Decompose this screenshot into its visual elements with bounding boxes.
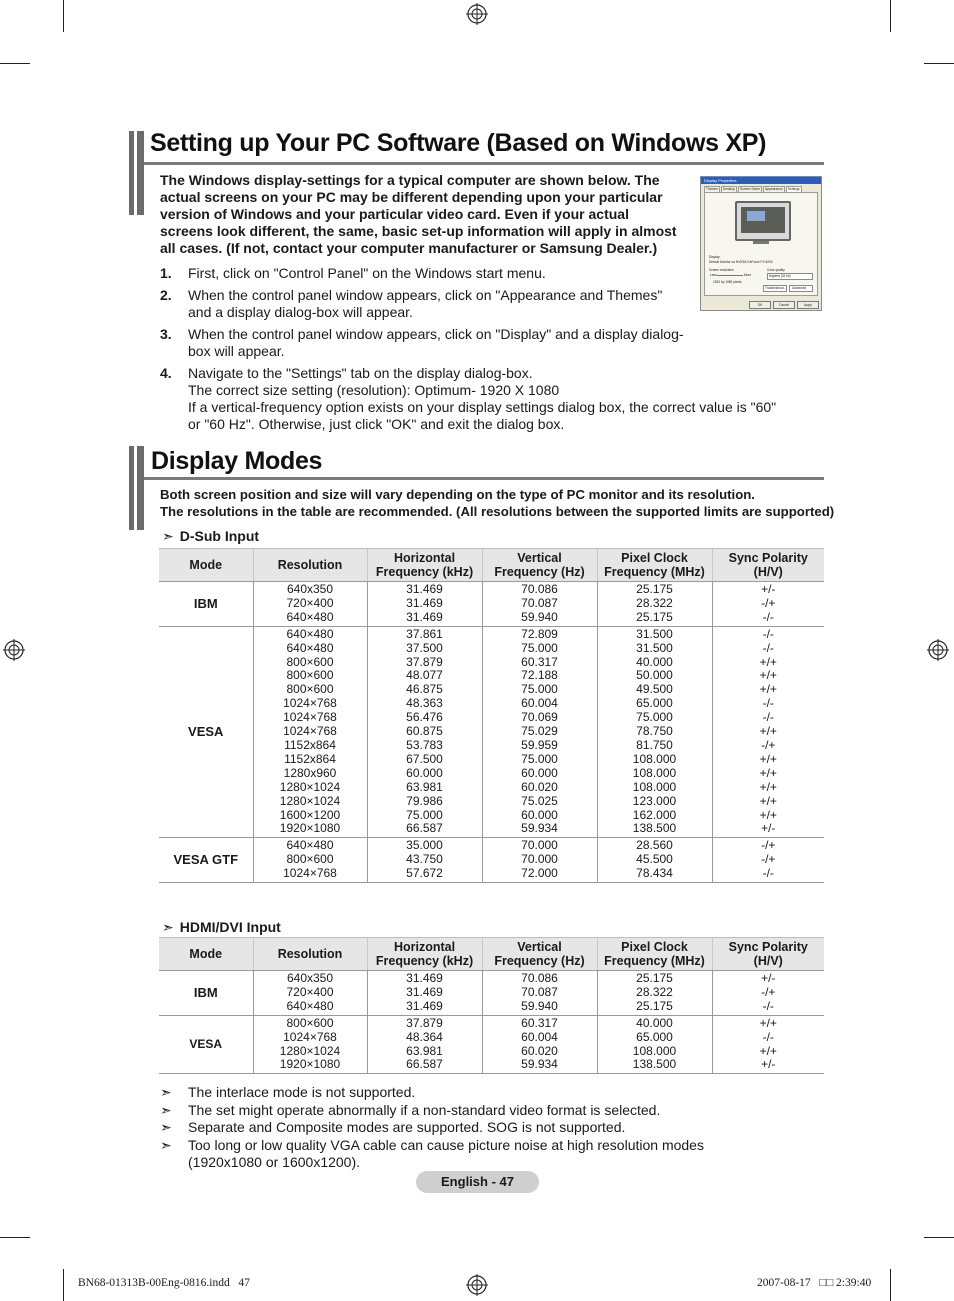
page-number-label: English - 47 bbox=[416, 1171, 539, 1193]
mode-cell: VESA GTF bbox=[159, 838, 253, 883]
arrow-icon: ➣ bbox=[162, 528, 174, 544]
sync-cell: +/+ -/- +/+ +/- bbox=[712, 1015, 824, 1074]
dialog-less: Less bbox=[710, 273, 717, 277]
header-pclock: Pixel Clock Frequency (MHz) bbox=[597, 938, 712, 971]
hfreq-cell: 37.861 37.500 37.879 48.077 46.875 48.363 56.476 60.875 53.783 67.500 60.000 63.981 79.986 75.000 66.587 bbox=[367, 626, 482, 838]
dialog-troubleshoot: Troubleshoot... bbox=[765, 286, 787, 290]
pclock-cell: 40.000 65.000 108.000 138.500 bbox=[597, 1015, 712, 1074]
note-item bbox=[160, 1137, 760, 1172]
table-row bbox=[159, 838, 824, 883]
arrow-icon: ➣ bbox=[160, 1136, 172, 1153]
dsub-modes-table bbox=[159, 548, 824, 883]
note-item bbox=[160, 1102, 760, 1120]
resolution-cell: 800×600 1024×768 1280×1024 1920×1080 bbox=[253, 1015, 367, 1074]
hfreq-cell: 31.469 31.469 31.469 bbox=[367, 971, 482, 1016]
header-sync: Sync Polarity (H/V) bbox=[712, 549, 824, 582]
pc-setup-intro: The Windows display-settings for a typical computer are shown below. The actual screens on your PC may be different depending upon your particular version of Windows and your particular video card. Even if your actual screens look different, the same, basic set-up information will apply in almost all cases. (If not, contact your computer manufacturer or Samsung Dealer.) bbox=[160, 172, 677, 256]
dsub-input-text: D-Sub Input bbox=[179, 528, 260, 544]
crop-mark bbox=[924, 63, 954, 64]
dialog-apply-button: Apply bbox=[797, 301, 819, 309]
pclock-cell: 28.560 45.500 78.434 bbox=[597, 838, 712, 883]
registration-mark-icon bbox=[927, 639, 949, 661]
notes-list bbox=[160, 1084, 760, 1172]
vfreq-cell: 70.086 70.087 59.940 bbox=[482, 971, 597, 1016]
mode-cell: VESA bbox=[159, 626, 253, 838]
hfreq-cell: 35.000 43.750 57.672 bbox=[367, 838, 482, 883]
resolution-cell: 640×480 640×480 800×600 800×600 800×600 1024×768 1024×768 1024×768 1152x864 1152x864 1280x960 1280×1024 1280×1024 1600×1200 1920×1080 bbox=[253, 626, 367, 838]
table-row bbox=[159, 626, 824, 838]
heading-rule bbox=[144, 162, 824, 165]
dialog-cancel-button: Cancel bbox=[773, 301, 795, 309]
table-header-row bbox=[159, 549, 824, 582]
footer-file-name: BN68-01313B-00Eng-0816.indd 47 bbox=[78, 1277, 250, 1289]
step-number: 2. bbox=[160, 287, 172, 303]
table-row bbox=[159, 582, 824, 627]
display-properties-screenshot bbox=[700, 176, 822, 311]
header-hfreq: Horizontal Frequency (kHz) bbox=[367, 938, 482, 971]
step-item bbox=[160, 265, 685, 282]
color-quality-select bbox=[767, 273, 813, 280]
pclock-cell: 25.175 28.322 25.175 bbox=[597, 582, 712, 627]
crop-mark bbox=[0, 63, 30, 64]
header-resolution: Resolution bbox=[253, 549, 367, 582]
header-vfreq: Vertical Frequency (Hz) bbox=[482, 938, 597, 971]
mode-cell: IBM bbox=[159, 582, 253, 627]
registration-mark-icon bbox=[3, 639, 25, 661]
resolution-cell: 640x350 720×400 640×480 bbox=[253, 971, 367, 1016]
vfreq-cell: 72.809 75.000 60.317 72.188 75.000 60.004 70.069 75.029 59.959 75.000 60.000 60.020 75.025 60.000 59.934 bbox=[482, 626, 597, 838]
dialog-tab-settings: Settings bbox=[787, 187, 800, 191]
dialog-color-value: Highest (32 bit) bbox=[769, 274, 791, 278]
step-text: First, click on "Control Panel" on the Windows start menu. bbox=[188, 265, 546, 281]
table-header-row bbox=[159, 938, 824, 971]
hdmi-input-text: HDMI/DVI Input bbox=[179, 919, 281, 935]
footer-date: 2007-08-17 □□ 2:39:40 bbox=[757, 1277, 872, 1289]
dialog-display-label: Display: bbox=[709, 255, 721, 259]
dialog-resolution-label: Screen resolution bbox=[709, 268, 734, 272]
vfreq-cell: 70.086 70.087 59.940 bbox=[482, 582, 597, 627]
vfreq-cell: 70.000 70.000 72.000 bbox=[482, 838, 597, 883]
monitor-window bbox=[747, 211, 765, 221]
troubleshoot-button bbox=[763, 285, 787, 292]
step-item bbox=[160, 287, 685, 321]
hdmi-input-label bbox=[162, 919, 281, 936]
heading-rule bbox=[144, 477, 824, 480]
table-row bbox=[159, 971, 824, 1016]
dialog-settings-panel bbox=[704, 192, 818, 296]
crop-mark bbox=[924, 1237, 954, 1238]
dialog-display-value: Default Monitor on NVIDIA GeForce FX 5200 bbox=[709, 260, 773, 264]
step-item bbox=[160, 365, 790, 433]
crop-mark bbox=[0, 1237, 30, 1238]
header-hfreq: Horizontal Frequency (kHz) bbox=[367, 549, 482, 582]
step-number: 3. bbox=[160, 326, 172, 342]
step-number: 4. bbox=[160, 365, 172, 381]
header-mode: Mode bbox=[159, 549, 253, 582]
step-item bbox=[160, 326, 685, 360]
dialog-tab: Appearance bbox=[765, 187, 783, 191]
header-mode: Mode bbox=[159, 938, 253, 971]
note-text: Separate and Composite modes are supported. SOG is not supported. bbox=[188, 1119, 626, 1136]
heading-bar bbox=[137, 131, 144, 215]
display-modes-intro-line: The resolutions in the table are recommended. (All resolutions between the supported limits are supported) bbox=[160, 504, 835, 519]
header-resolution: Resolution bbox=[253, 938, 367, 971]
step-text: When the control panel window appears, click on "Appearance and Themes" and a display dialog-box will appear. bbox=[188, 287, 663, 320]
crop-mark bbox=[890, 1269, 891, 1301]
resolution-cell: 640x350 720×400 640×480 bbox=[253, 582, 367, 627]
section-title-pc-setup: Setting up Your PC Software (Based on Windows XP) bbox=[150, 129, 767, 157]
vfreq-cell: 60.317 60.004 60.020 59.934 bbox=[482, 1015, 597, 1074]
display-modes-intro bbox=[160, 486, 840, 520]
monitor-icon bbox=[735, 201, 791, 241]
arrow-icon: ➣ bbox=[160, 1119, 172, 1136]
note-text: The interlace mode is not supported. bbox=[188, 1084, 416, 1100]
header-pclock: Pixel Clock Frequency (MHz) bbox=[597, 549, 712, 582]
heading-bar bbox=[137, 446, 144, 530]
heading-bar bbox=[129, 446, 134, 530]
dialog-color-label: Color quality bbox=[767, 268, 785, 272]
dialog-advanced: Advanced bbox=[792, 286, 807, 290]
advanced-button bbox=[789, 285, 813, 292]
dialog-ok-button: OK bbox=[749, 301, 771, 309]
sync-cell: -/- -/- +/+ +/+ +/+ -/- -/- +/+ -/+ +/+ +/+ +/+ +/+ +/+ +/- bbox=[712, 626, 824, 838]
display-modes-intro-line: Both screen position and size will vary depending on the type of PC monitor and its resolution. bbox=[160, 487, 755, 502]
step-text: Navigate to the "Settings" tab on the display dialog-box. The correct size setting (resolution): Optimum- 1920 X 1080 If a vertical-frequency option exists on your display settings dialog box, the correct value is "60" or "60 Hz". Otherwise, just click "OK" and exit the dialog box. bbox=[188, 365, 777, 432]
note-item bbox=[160, 1084, 760, 1102]
heading-bar bbox=[129, 131, 134, 215]
arrow-icon: ➣ bbox=[162, 919, 174, 935]
dialog-tab: Screen Saver bbox=[740, 187, 761, 191]
note-text: The set might operate abnormally if a non-standard video format is selected. bbox=[188, 1101, 661, 1118]
registration-mark-icon bbox=[466, 1274, 488, 1296]
note-text: Too long or low quality VGA cable can cause picture noise at high resolution modes (1920x1080 or 1600x1200). bbox=[188, 1136, 704, 1171]
registration-mark-icon bbox=[466, 3, 488, 25]
hfreq-cell: 31.469 31.469 31.469 bbox=[367, 582, 482, 627]
note-item bbox=[160, 1119, 760, 1137]
step-text: When the control panel window appears, click on "Display" and a display dialog-box will appear. bbox=[188, 326, 684, 359]
mode-cell: VESA bbox=[159, 1015, 253, 1074]
hdmi-modes-table bbox=[159, 937, 824, 1074]
dsub-input-label bbox=[162, 528, 259, 545]
crop-mark bbox=[63, 0, 64, 32]
header-vfreq: Vertical Frequency (Hz) bbox=[482, 549, 597, 582]
arrow-icon: ➣ bbox=[160, 1101, 172, 1118]
resolution-slider bbox=[717, 275, 743, 276]
step-number: 1. bbox=[160, 265, 172, 281]
header-sync: Sync Polarity (H/V) bbox=[712, 938, 824, 971]
hfreq-cell: 37.879 48.364 63.981 66.587 bbox=[367, 1015, 482, 1074]
dialog-tab: Desktop bbox=[722, 187, 736, 191]
sync-cell: +/- -/+ -/- bbox=[712, 582, 824, 627]
dialog-tabs bbox=[701, 184, 821, 192]
sync-cell: -/+ -/+ -/- bbox=[712, 838, 824, 883]
dialog-more: More bbox=[744, 273, 752, 277]
pclock-cell: 31.500 31.500 40.000 50.000 49.500 65.000 75.000 78.750 81.750 108.000 108.000 108.000 123.000 162.000 138.500 bbox=[597, 626, 712, 838]
monitor-stand bbox=[753, 241, 769, 244]
dialog-tab: Themes bbox=[706, 187, 718, 191]
mode-cell: IBM bbox=[159, 971, 253, 1016]
table-row bbox=[159, 1015, 824, 1074]
section-title-display-modes: Display Modes bbox=[151, 447, 323, 475]
sync-cell: +/- -/+ -/- bbox=[712, 971, 824, 1016]
pclock-cell: 25.175 28.322 25.175 bbox=[597, 971, 712, 1016]
dialog-title: Display Properties bbox=[701, 177, 821, 184]
crop-mark bbox=[890, 0, 891, 32]
resolution-cell: 640×480 800×600 1024×768 bbox=[253, 838, 367, 883]
dialog-resolution-value: 1920 by 1080 pixels bbox=[713, 280, 742, 284]
crop-mark bbox=[63, 1269, 64, 1301]
arrow-icon: ➣ bbox=[160, 1084, 172, 1100]
